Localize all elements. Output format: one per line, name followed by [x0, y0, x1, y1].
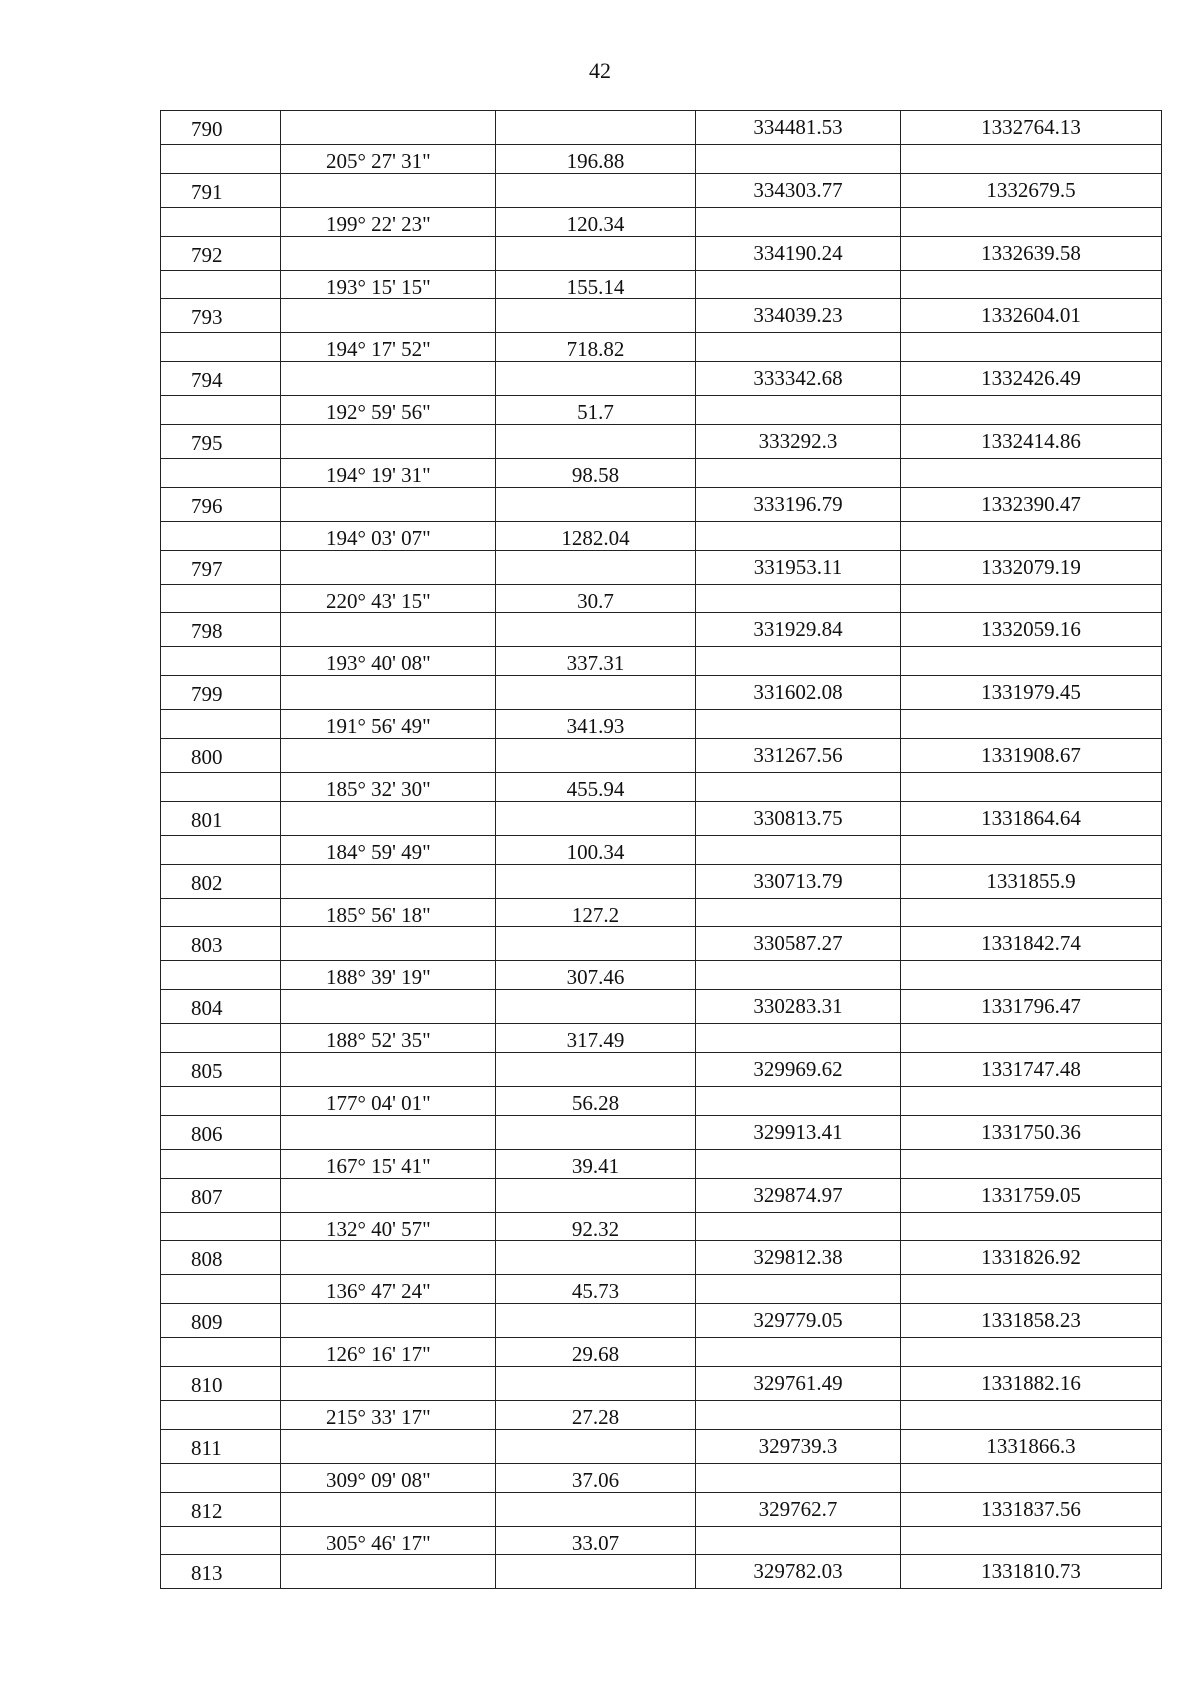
distance-cell: 155.14	[496, 271, 696, 300]
bearing-cell: 188° 52' 35"	[281, 1024, 496, 1053]
northing-cell	[901, 1213, 1161, 1242]
bearing-cell	[281, 739, 496, 772]
distance-cell: 317.49	[496, 1024, 696, 1053]
point-cell	[161, 585, 281, 614]
survey-coordinates-table	[160, 110, 1162, 1589]
easting-cell	[696, 208, 901, 237]
distance-cell	[496, 676, 696, 709]
easting-cell: 331953.11	[696, 551, 901, 584]
easting-cell	[696, 710, 901, 739]
point-cell: 799	[161, 676, 281, 709]
point-cell	[161, 271, 281, 300]
northing-cell	[901, 1464, 1161, 1493]
easting-cell: 329739.3	[696, 1430, 901, 1463]
point-cell	[161, 647, 281, 676]
distance-cell: 51.7	[496, 396, 696, 425]
point-row	[161, 1240, 1161, 1274]
northing-cell: 1331979.45	[981, 680, 1081, 705]
bearing-cell: 194° 03' 07"	[281, 522, 496, 551]
point-cell: 794	[161, 362, 281, 395]
bearing-cell: 192° 59' 56"	[281, 396, 496, 425]
point-row	[161, 1429, 1161, 1463]
northing-cell: 1332764.13	[981, 115, 1081, 139]
point-row	[161, 1052, 1161, 1086]
distance-cell	[496, 1367, 696, 1400]
northing-cell: 1332426.49	[981, 366, 1081, 391]
distance-cell	[496, 1116, 696, 1149]
bearing-cell: 193° 40' 08"	[281, 647, 496, 676]
distance-cell	[496, 1555, 696, 1588]
easting-cell: 334039.23	[696, 299, 901, 332]
northing-cell: 1331858.23	[981, 1308, 1081, 1333]
segment-row	[161, 458, 1161, 487]
distance-cell: 127.2	[496, 899, 696, 928]
northing-cell	[901, 1087, 1161, 1116]
point-cell	[161, 773, 281, 802]
northing-cell: 1332414.86	[981, 428, 1081, 453]
distance-cell: 39.41	[496, 1150, 696, 1179]
easting-cell: 334481.53	[696, 111, 901, 144]
easting-cell	[696, 396, 901, 425]
easting-cell: 330713.79	[696, 865, 901, 898]
easting-cell	[696, 1527, 901, 1556]
northing-cell: 1331855.9	[986, 868, 1076, 893]
easting-cell: 329762.7	[696, 1493, 901, 1526]
point-row	[161, 989, 1161, 1023]
distance-cell: 337.31	[496, 647, 696, 676]
bearing-cell: 185° 32' 30"	[281, 773, 496, 802]
point-cell	[161, 333, 281, 362]
segment-row	[161, 960, 1161, 989]
segment-row	[161, 646, 1161, 675]
easting-cell	[696, 1464, 901, 1493]
easting-cell	[696, 773, 901, 802]
point-cell	[161, 1213, 281, 1242]
northing-cell: 1331796.47	[981, 994, 1081, 1019]
point-cell: 790	[161, 111, 281, 144]
point-row	[161, 1366, 1161, 1400]
northing-cell	[901, 522, 1161, 551]
easting-cell	[696, 1087, 901, 1116]
bearing-cell: 177° 04' 01"	[281, 1087, 496, 1116]
easting-cell: 333196.79	[696, 488, 901, 521]
northing-cell: 1332059.16	[981, 617, 1081, 642]
point-row	[161, 675, 1161, 709]
easting-cell	[696, 459, 901, 488]
point-row	[161, 236, 1161, 270]
northing-cell	[901, 145, 1161, 174]
bearing-cell: 185° 56' 18"	[281, 899, 496, 928]
segment-row	[161, 709, 1161, 738]
point-row	[161, 1554, 1161, 1588]
easting-cell: 330587.27	[696, 927, 901, 960]
segment-row	[161, 332, 1161, 361]
distance-cell	[496, 865, 696, 898]
northing-cell: 1332639.58	[981, 240, 1081, 265]
segment-row	[161, 270, 1161, 299]
bearing-cell: 305° 46' 17"	[281, 1527, 496, 1556]
point-cell	[161, 208, 281, 237]
northing-cell	[901, 1338, 1161, 1367]
easting-cell: 329874.97	[696, 1179, 901, 1212]
distance-cell: 45.73	[496, 1275, 696, 1304]
bearing-cell: 199° 22' 23"	[281, 208, 496, 237]
distance-cell	[496, 990, 696, 1023]
easting-cell: 329761.49	[696, 1367, 901, 1400]
distance-cell	[496, 299, 696, 332]
segment-row	[161, 1400, 1161, 1429]
distance-cell	[496, 613, 696, 646]
distance-cell: 455.94	[496, 773, 696, 802]
point-row	[161, 173, 1161, 207]
segment-row	[161, 1526, 1161, 1555]
bearing-cell	[281, 990, 496, 1023]
northing-cell	[901, 647, 1161, 676]
point-cell: 811	[161, 1430, 281, 1463]
distance-cell	[496, 551, 696, 584]
point-cell: 793	[161, 299, 281, 332]
point-cell	[161, 1024, 281, 1053]
bearing-cell	[281, 1179, 496, 1212]
bearing-cell: 191° 56' 49"	[281, 710, 496, 739]
northing-cell: 1331908.67	[981, 742, 1081, 767]
bearing-cell: 193° 15' 15"	[281, 271, 496, 300]
point-cell	[161, 396, 281, 425]
segment-row	[161, 898, 1161, 927]
point-row	[161, 1492, 1161, 1526]
point-cell: 796	[161, 488, 281, 521]
northing-cell: 1332604.01	[981, 303, 1081, 328]
bearing-cell	[281, 111, 496, 144]
bearing-cell	[281, 237, 496, 270]
easting-cell: 331929.84	[696, 613, 901, 646]
segment-row	[161, 584, 1161, 613]
northing-cell	[901, 836, 1161, 865]
bearing-cell	[281, 362, 496, 395]
bearing-cell	[281, 676, 496, 709]
bearing-cell: 309° 09' 08"	[281, 1464, 496, 1493]
bearing-cell: 136° 47' 24"	[281, 1275, 496, 1304]
point-row	[161, 738, 1161, 772]
northing-cell	[901, 1527, 1161, 1556]
northing-cell: 1331750.36	[981, 1119, 1081, 1144]
easting-cell	[696, 647, 901, 676]
distance-cell	[496, 425, 696, 458]
northing-cell: 1331866.3	[986, 1433, 1076, 1458]
segment-row	[161, 395, 1161, 424]
segment-row	[161, 1212, 1161, 1241]
segment-row	[161, 835, 1161, 864]
point-row	[161, 487, 1161, 521]
segment-row	[161, 1274, 1161, 1303]
distance-cell	[496, 174, 696, 207]
bearing-cell	[281, 299, 496, 332]
easting-cell	[696, 1338, 901, 1367]
distance-cell: 120.34	[496, 208, 696, 237]
segment-row	[161, 1463, 1161, 1492]
point-cell: 812	[161, 1493, 281, 1526]
distance-cell: 1282.04	[496, 522, 696, 551]
easting-cell	[696, 961, 901, 990]
easting-cell: 330813.75	[696, 802, 901, 835]
distance-cell: 33.07	[496, 1527, 696, 1556]
northing-cell: 1331810.73	[981, 1559, 1081, 1584]
distance-cell: 29.68	[496, 1338, 696, 1367]
easting-cell	[696, 522, 901, 551]
point-cell	[161, 1401, 281, 1430]
point-cell: 806	[161, 1116, 281, 1149]
segment-row	[161, 207, 1161, 236]
point-cell	[161, 1087, 281, 1116]
bearing-cell: 184° 59' 49"	[281, 836, 496, 865]
distance-cell	[496, 111, 696, 144]
point-cell: 813	[161, 1555, 281, 1588]
distance-cell	[496, 362, 696, 395]
bearing-cell	[281, 1116, 496, 1149]
bearing-cell	[281, 425, 496, 458]
segment-row	[161, 144, 1161, 173]
distance-cell	[496, 802, 696, 835]
point-row	[161, 1178, 1161, 1212]
segment-row	[161, 1023, 1161, 1052]
point-cell	[161, 522, 281, 551]
bearing-cell	[281, 174, 496, 207]
distance-cell	[496, 739, 696, 772]
bearing-cell	[281, 802, 496, 835]
point-cell	[161, 1527, 281, 1556]
segment-row	[161, 772, 1161, 801]
point-cell	[161, 145, 281, 174]
point-row	[161, 361, 1161, 395]
northing-cell	[901, 710, 1161, 739]
point-cell: 803	[161, 927, 281, 960]
point-cell: 791	[161, 174, 281, 207]
northing-cell	[901, 1024, 1161, 1053]
northing-cell	[901, 961, 1161, 990]
easting-cell	[696, 271, 901, 300]
point-row	[161, 424, 1161, 458]
northing-cell	[901, 1275, 1161, 1304]
bearing-cell	[281, 1555, 496, 1588]
distance-cell: 30.7	[496, 585, 696, 614]
bearing-cell: 167° 15' 41"	[281, 1150, 496, 1179]
bearing-cell	[281, 1304, 496, 1337]
distance-cell: 196.88	[496, 145, 696, 174]
northing-cell	[901, 773, 1161, 802]
easting-cell	[696, 333, 901, 362]
bearing-cell	[281, 1053, 496, 1086]
point-cell: 807	[161, 1179, 281, 1212]
northing-cell: 1331842.74	[981, 931, 1081, 956]
northing-cell: 1331759.05	[981, 1182, 1081, 1207]
northing-cell: 1332079.19	[981, 554, 1081, 579]
northing-cell	[901, 1401, 1161, 1430]
distance-cell: 718.82	[496, 333, 696, 362]
bearing-cell: 188° 39' 19"	[281, 961, 496, 990]
northing-cell	[901, 1150, 1161, 1179]
point-row	[161, 1115, 1161, 1149]
point-row	[161, 864, 1161, 898]
point-cell	[161, 710, 281, 739]
bearing-cell	[281, 927, 496, 960]
easting-cell	[696, 836, 901, 865]
distance-cell	[496, 1304, 696, 1337]
northing-cell	[901, 333, 1161, 362]
northing-cell	[901, 459, 1161, 488]
easting-cell: 329779.05	[696, 1304, 901, 1337]
bearing-cell: 132° 40' 57"	[281, 1213, 496, 1242]
point-cell	[161, 961, 281, 990]
bearing-cell: 215° 33' 17"	[281, 1401, 496, 1430]
easting-cell: 331267.56	[696, 739, 901, 772]
point-cell	[161, 1338, 281, 1367]
northing-cell: 1331747.48	[981, 1056, 1081, 1081]
easting-cell: 334190.24	[696, 237, 901, 270]
segment-row	[161, 1149, 1161, 1178]
bearing-cell	[281, 865, 496, 898]
point-cell	[161, 836, 281, 865]
point-cell: 797	[161, 551, 281, 584]
bearing-cell: 205° 27' 31"	[281, 145, 496, 174]
northing-cell	[901, 585, 1161, 614]
distance-cell: 98.58	[496, 459, 696, 488]
easting-cell: 329913.41	[696, 1116, 901, 1149]
point-row	[161, 926, 1161, 960]
distance-cell	[496, 927, 696, 960]
bearing-cell	[281, 1430, 496, 1463]
point-cell: 804	[161, 990, 281, 1023]
bearing-cell: 194° 19' 31"	[281, 459, 496, 488]
point-cell: 802	[161, 865, 281, 898]
distance-cell: 37.06	[496, 1464, 696, 1493]
segment-row	[161, 521, 1161, 550]
easting-cell	[696, 1213, 901, 1242]
distance-cell	[496, 1241, 696, 1274]
point-cell: 809	[161, 1304, 281, 1337]
distance-cell	[496, 1179, 696, 1212]
easting-cell	[696, 899, 901, 928]
distance-cell	[496, 237, 696, 270]
distance-cell	[496, 488, 696, 521]
northing-cell	[901, 271, 1161, 300]
point-cell: 792	[161, 237, 281, 270]
distance-cell: 56.28	[496, 1087, 696, 1116]
northing-cell	[901, 899, 1161, 928]
northing-cell	[901, 396, 1161, 425]
point-cell	[161, 1275, 281, 1304]
easting-cell: 331602.08	[696, 676, 901, 709]
point-cell	[161, 899, 281, 928]
point-row	[161, 612, 1161, 646]
northing-cell: 1332679.5	[986, 177, 1076, 202]
northing-cell: 1331837.56	[981, 1496, 1081, 1521]
point-row	[161, 1303, 1161, 1337]
point-cell	[161, 1150, 281, 1179]
bearing-cell	[281, 613, 496, 646]
segment-row	[161, 1337, 1161, 1366]
northing-cell: 1331882.16	[981, 1370, 1081, 1395]
easting-cell: 330283.31	[696, 990, 901, 1023]
point-cell: 795	[161, 425, 281, 458]
distance-cell: 307.46	[496, 961, 696, 990]
distance-cell: 100.34	[496, 836, 696, 865]
point-row	[161, 550, 1161, 584]
northing-cell: 1331864.64	[981, 805, 1081, 830]
point-cell: 805	[161, 1053, 281, 1086]
distance-cell: 27.28	[496, 1401, 696, 1430]
bearing-cell	[281, 488, 496, 521]
point-row	[161, 110, 1161, 144]
distance-cell	[496, 1053, 696, 1086]
point-cell: 801	[161, 802, 281, 835]
distance-cell	[496, 1493, 696, 1526]
bearing-cell	[281, 1241, 496, 1274]
easting-cell: 329812.38	[696, 1241, 901, 1274]
northing-cell: 1332390.47	[981, 491, 1081, 516]
page-number: 42	[589, 58, 611, 83]
bearing-cell: 126° 16' 17"	[281, 1338, 496, 1367]
distance-cell: 92.32	[496, 1213, 696, 1242]
point-row	[161, 298, 1161, 332]
easting-cell	[696, 145, 901, 174]
distance-cell	[496, 1430, 696, 1463]
bearing-cell	[281, 551, 496, 584]
easting-cell: 334303.77	[696, 174, 901, 207]
northing-cell	[901, 208, 1161, 237]
easting-cell	[696, 1024, 901, 1053]
bearing-cell	[281, 1367, 496, 1400]
point-cell: 808	[161, 1241, 281, 1274]
bearing-cell	[281, 1493, 496, 1526]
easting-cell: 333292.3	[696, 425, 901, 458]
segment-row	[161, 1086, 1161, 1115]
easting-cell	[696, 585, 901, 614]
easting-cell	[696, 1401, 901, 1430]
point-cell	[161, 459, 281, 488]
point-cell: 798	[161, 613, 281, 646]
bearing-cell: 220° 43' 15"	[281, 585, 496, 614]
point-cell: 810	[161, 1367, 281, 1400]
easting-cell: 329969.62	[696, 1053, 901, 1086]
point-cell	[161, 1464, 281, 1493]
bearing-cell: 194° 17' 52"	[281, 333, 496, 362]
point-row	[161, 801, 1161, 835]
easting-cell	[696, 1275, 901, 1304]
easting-cell	[696, 1150, 901, 1179]
point-cell: 800	[161, 739, 281, 772]
northing-cell: 1331826.92	[981, 1245, 1081, 1270]
easting-cell: 329782.03	[696, 1555, 901, 1588]
distance-cell: 341.93	[496, 710, 696, 739]
easting-cell: 333342.68	[696, 362, 901, 395]
